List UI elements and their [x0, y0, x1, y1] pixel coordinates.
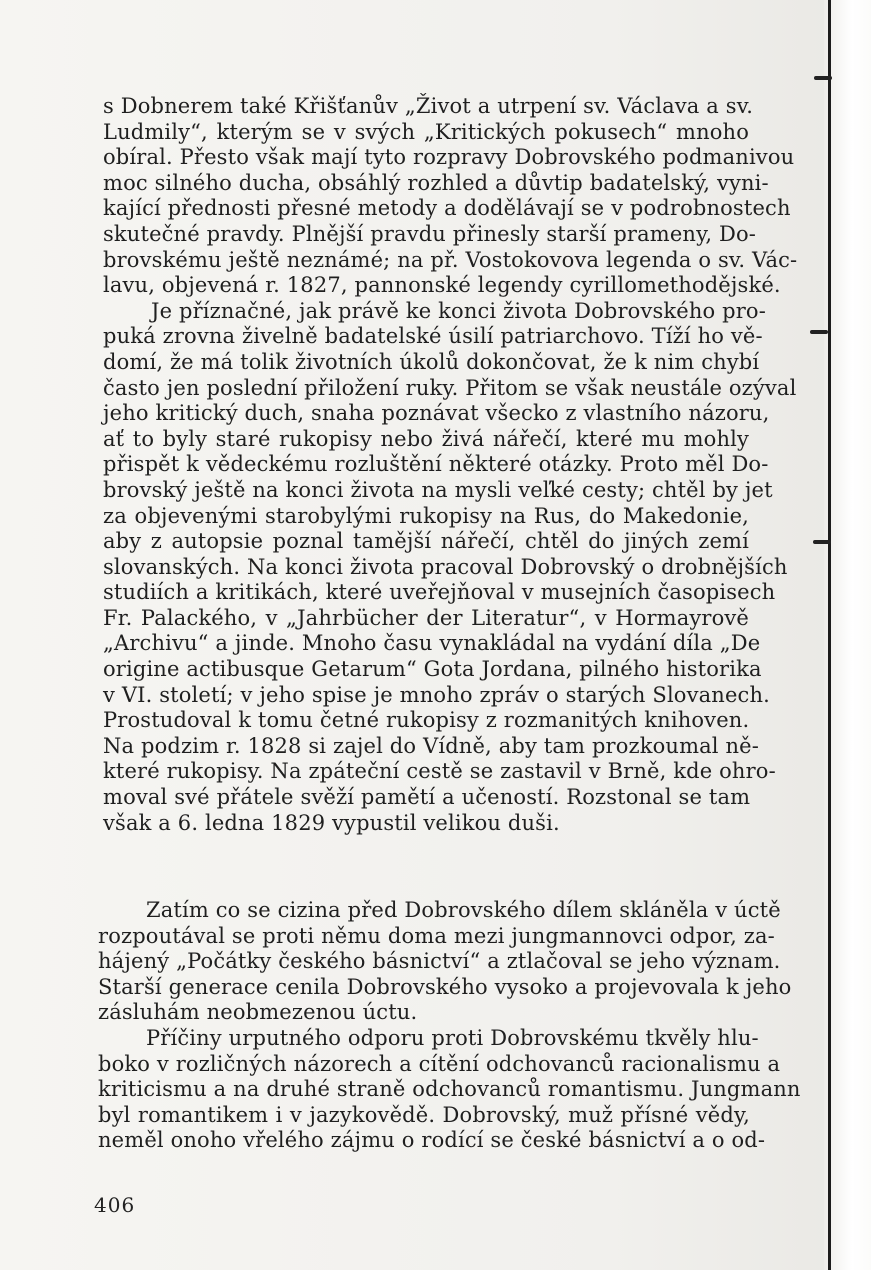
spine-mark	[813, 540, 831, 544]
body-text-block-1	[103, 94, 798, 836]
text-line: brovskému ještě neznámé; na př. Vostokovova legenda o sv. Vác-	[103, 247, 798, 272]
text-line: často jen poslední přiložení ruky. Přitom se však neustále ozýval	[103, 375, 797, 400]
text-line: kající přednosti přesné metody a dodělávají se v podrobnostech	[103, 196, 791, 221]
text-line: Na podzim r. 1828 si zajel do Vídně, aby tam prozkoumal ně-	[103, 733, 759, 758]
book-binding	[824, 0, 871, 1270]
text-line: zásluhám neobmezenou úctu.	[98, 1000, 418, 1025]
text-line: puká zrovna živelně badatelské úsilí patriarchovo. Tíží ho vě-	[103, 324, 763, 349]
text-line: Fr. Palackého, v „Jahrbücher der Literatur“, v Hormayrově	[103, 605, 749, 630]
text-line: Prostudoval k tomu četné rukopisy z rozmanitých knihoven.	[103, 708, 750, 733]
text-line: domí, že má tolik životních úkolů dokončovat, že k nim chybí	[103, 349, 760, 374]
text-line: však a 6. ledna 1829 vypustil velikou duši.	[103, 810, 560, 835]
spine-mark	[814, 76, 832, 80]
text-line: jeho kritický duch, snaha poznávat všecko z vlastního názoru,	[103, 401, 770, 426]
text-line: lavu, objevená r. 1827, pannonské legendy cyrillomethodějské.	[103, 273, 781, 298]
text-line: byl romantikem i v jazykovědě. Dobrovský, muž přísné vědy,	[98, 1102, 750, 1127]
text-line: Příčiny urputného odporu proti Dobrovskému tkvěly hlu-	[146, 1025, 759, 1050]
text-line: s Dobnerem také Křišťanův „Život a utrpení sv. Václava a sv.	[103, 94, 754, 118]
text-line: neměl onoho vřelého zájmu o rodící se české básnictví a o od-	[98, 1128, 766, 1153]
text-line: Je příznačné, jak právě ke konci života Dobrovského pro-	[151, 298, 766, 323]
text-line: ať to byly staré rukopisy nebo živá nářečí, které mu mohly	[103, 426, 749, 451]
body-text-block-2	[98, 898, 801, 1154]
text-line: aby z autopsie poznal tamější nářečí, chtěl do jiných zemí	[103, 529, 749, 554]
text-line: za objevenými starobylými rukopisy na Rus, do Makedonie,	[103, 503, 749, 528]
spine-line	[828, 0, 831, 1270]
text-line: Ludmily“, kterým se v svých „Kritických pokusech“ mnoho	[103, 119, 749, 144]
text-line: origine actibusque Getarum“ Gota Jordana, pilného historika	[103, 657, 762, 682]
text-line: studiích a kritikách, které uveřejňoval v musejních časopisech	[103, 580, 776, 605]
text-line: moc silného ducha, obsáhlý rozhled a důvtip badatelský, vyni-	[103, 170, 769, 195]
text-line: brovský ještě na konci života na mysli veľké cesty; chtěl by jet	[103, 477, 773, 502]
text-line: skutečné pravdy. Plnější pravdu přinesly starší prameny, Do-	[103, 221, 756, 246]
text-line: přispět k vědeckému rozluštění některé otázky. Proto měl Do-	[103, 452, 769, 477]
text-line: obíral. Přesto však mají tyto rozpravy Dobrovského podmanivou	[103, 145, 795, 170]
spine-mark	[810, 330, 828, 334]
text-line: slovanských. Na konci života pracoval Dobrovský o drobnějších	[103, 554, 788, 579]
text-line: Zatím co se cizina před Dobrovského dílem skláněla v úctě	[146, 898, 781, 922]
text-line: které rukopisy. Na zpáteční cestě se zastavil v Brně, kde ohro-	[103, 759, 776, 784]
text-line: hájený „Počátky českého básnictví“ a ztlačoval se jeho význam.	[98, 949, 781, 974]
page-number: 406	[94, 1193, 136, 1217]
text-line: moval své přátele svěží pamětí a učeností. Rozstonal se tam	[103, 785, 751, 810]
text-line: kriticismu a na druhé straně odchovanců romantismu. Jungmann	[98, 1077, 801, 1102]
text-line: v VI. století; v jeho spise je mnoho zpráv o starých Slovanech.	[103, 682, 770, 707]
text-line: rozpoutával se proti němu doma mezi jungmannovci odpor, za-	[98, 923, 775, 948]
text-line: „Archivu“ a jinde. Mnoho času vynakládal na vydání díla „De	[103, 631, 761, 656]
text-line: Starší generace cenila Dobrovského vysoko a projevovala k jeho	[98, 974, 792, 999]
text-line: boko v rozličných názorech a cítění odchovanců racionalismu a	[98, 1051, 781, 1076]
